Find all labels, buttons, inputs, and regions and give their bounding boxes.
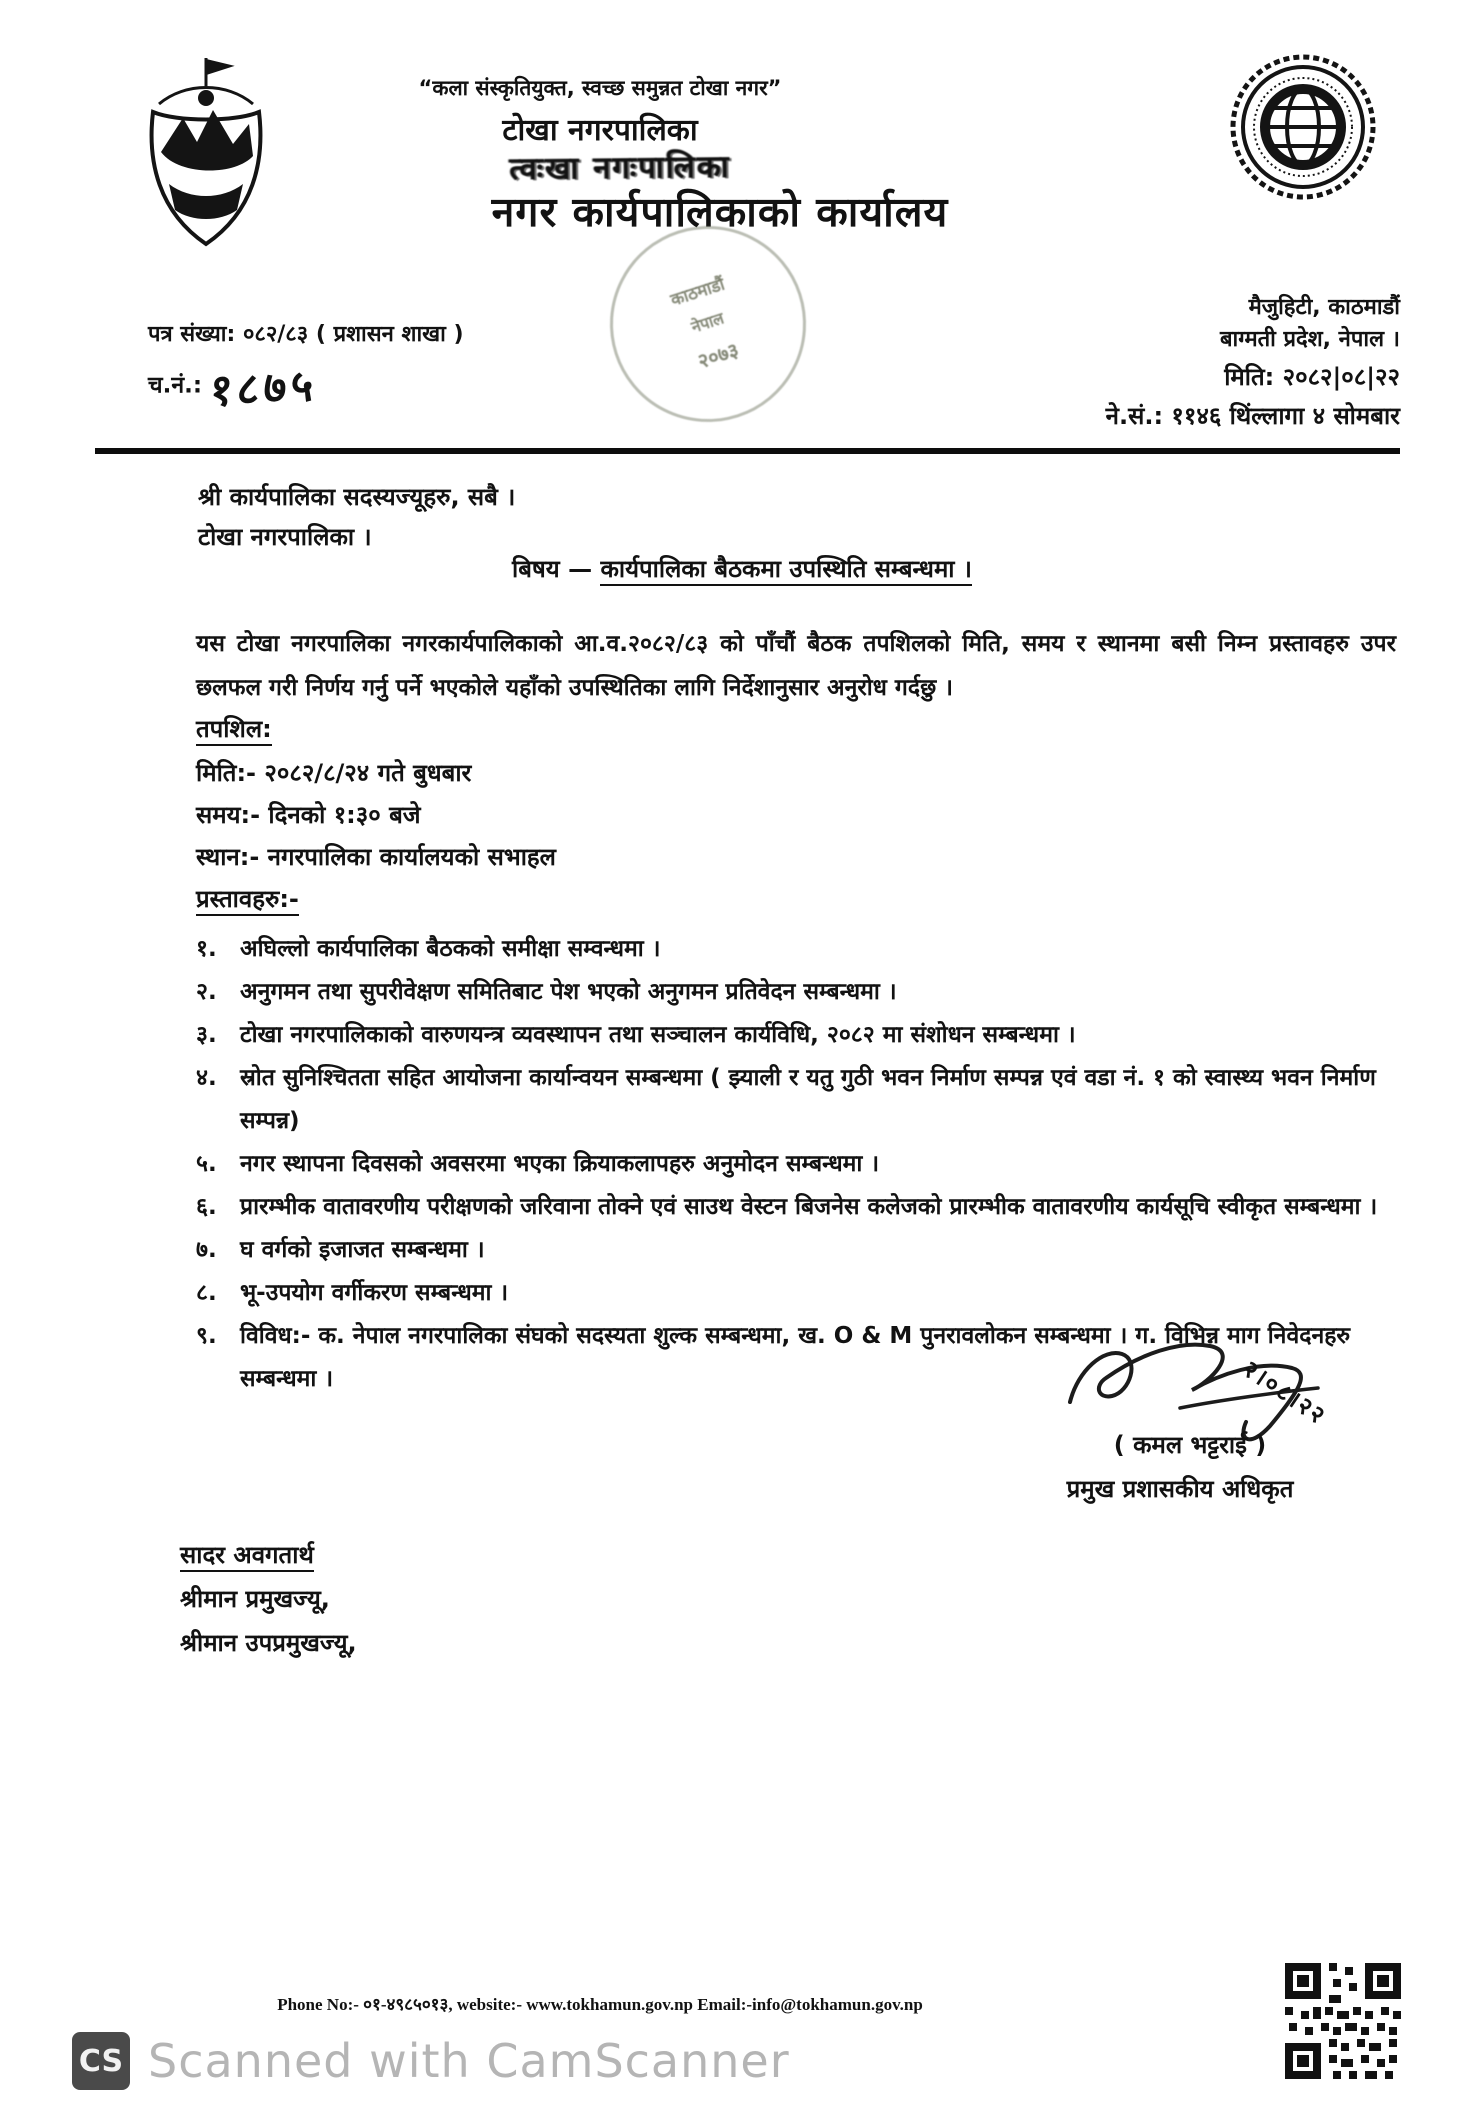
item-number: २.: [196, 979, 217, 1005]
address-line2: बाग्मती प्रदेश, नेपाल ।: [1220, 326, 1400, 352]
meeting-time: समय:- दिनको १:३० बजे: [196, 801, 421, 829]
address-date-block: [880, 292, 1400, 433]
header-divider-rule: [95, 448, 1400, 454]
camscanner-badge: [72, 2032, 130, 2090]
qr-code-icon: [1285, 1963, 1401, 2079]
item-text: घ वर्गको इजाजत सम्बन्धमा ।: [240, 1237, 485, 1263]
cc-line1: श्रीमान प्रमुखज्यू,: [180, 1585, 330, 1613]
date-nepal-sambat: ने.सं.: ११४६ थिंल्लागा ४ सोमबार: [1105, 401, 1400, 430]
proposals-heading: प्रस्तावहरु:-: [196, 882, 299, 915]
cc-line2: श्रीमान उपप्रमुखज्यू,: [180, 1629, 357, 1657]
stamp-line2: नेपाल: [688, 308, 727, 337]
list-item: [196, 1014, 1406, 1057]
item-text: अनुगमन तथा सुपरीवेक्षण समितिबाट पेश भएको अनुगमन प्रतिवेदन सम्बन्धमा ।: [240, 979, 897, 1005]
reference-block: [148, 318, 464, 416]
camscanner-badge-text: CS: [78, 2043, 124, 2079]
body-paragraph: यस टोखा नगरपालिका नगरकार्यपालिकाको आ.व.२०८२/८३ को पाँचौं बैठक तपशिलको मिति, समय र स्थानमा बसी निम्न प्रस्तावहरु उपर छलफल गरी निर्णय गर्नु पर्ने भएकोले यहाँको उपस्थितिका लागि निर्देशानुसार अनुरोध गर्दछु ।: [196, 631, 1396, 701]
address-line1: मैजुहिटी, काठमाडौं: [1248, 295, 1400, 320]
details-heading: तपशिल:: [196, 712, 272, 745]
chalani-number-row: [148, 356, 464, 416]
footer-contact: Phone No:- ०१-४९८५०१३, website:- www.tokhamun.gov.np Email:-info@tokhamun.gov.np: [277, 1995, 923, 2014]
stamp-line1: काठमाडौं: [668, 274, 728, 311]
stamp-line3: २०७३: [694, 337, 742, 374]
list-item: [196, 1057, 1406, 1143]
item-number: ४.: [196, 1065, 217, 1091]
camscanner-watermark: Scanned with CamScanner: [148, 2034, 790, 2088]
subject-text: कार्यपालिका बैठकमा उपस्थिति सम्बन्धमा ।: [600, 555, 972, 586]
recipient-line1: श्री कार्यपालिका सदस्यज्यूहरु, सबै ।: [198, 483, 516, 511]
meeting-venue: स्थान:- नगरपालिका कार्यालयको सभाहल: [196, 843, 556, 871]
item-number: ६.: [196, 1194, 217, 1220]
item-text: टोखा नगरपालिकाको वारुणयन्त्र व्यवस्थापन तथा सञ्चालन कार्यविधि, २०८२ मा संशोधन सम्बन्धमा ।: [240, 1022, 1076, 1048]
municipal-emblem-logo: [145, 52, 267, 254]
cc-heading: सादर अवगतार्थ: [180, 1538, 314, 1571]
list-item: [196, 1186, 1406, 1229]
item-text: विविध:- क. नेपाल नगरपालिका संघको सदस्यता शुल्क सम्बन्धमा, ख. O & M पुनरावलोकन सम्बन्धमा । ग. विभिन्न माग निवेदनहरु सम्बन्धमा ।: [240, 1323, 1351, 1392]
circular-seal-logo: [1228, 52, 1378, 206]
subject-prefix: बिषय —: [512, 555, 593, 583]
recipient-block: [198, 478, 515, 557]
office-title: नगर कार्यपालिकाको कार्यालय: [491, 188, 949, 236]
item-number: ७.: [196, 1237, 217, 1263]
item-number: ८.: [196, 1280, 217, 1306]
circular-seal-icon: [1228, 52, 1378, 202]
slogan-text: “कला संस्कृतियुक्त, स्वच्छ समुन्नत टोखा नगर”: [418, 76, 782, 100]
item-number: ३.: [196, 1022, 217, 1048]
item-text: स्रोत सुनिश्चितता सहित आयोजना कार्यान्वयन सम्बन्धमा ( झ्याली र यतु गुठी भवन निर्माण सम्पन्न एवं वडा नं. १ को स्वास्थ्य भवन निर्माण सम्पन्न): [240, 1065, 1376, 1134]
signatory-name: ( कमल भट्टराई ): [1113, 1431, 1267, 1459]
signature-date-handwritten: २।०८।२२: [1237, 1354, 1332, 1431]
list-item: [196, 1229, 1406, 1272]
list-item: [196, 928, 1406, 971]
subject-line: [0, 552, 1484, 585]
item-text: भू-उपयोग वर्गीकरण सम्बन्धमा ।: [240, 1280, 509, 1306]
chalani-label: च.नं.:: [148, 372, 203, 399]
meeting-date: मिति:- २०८२/८/२४ गते बुधबार: [196, 759, 472, 787]
list-item: [196, 1272, 1406, 1315]
date-bs: मिति: २०८२|०८|२२: [1224, 362, 1400, 391]
municipality-name-newari-overprint: त्वःखा नगःपालिका: [509, 148, 731, 188]
signatory-title: प्रमुख प्रशासकीय अधिकृत: [1066, 1475, 1294, 1503]
item-number: ५.: [196, 1151, 217, 1177]
item-text: अघिल्लो कार्यपालिका बैठकको समीक्षा सम्वन्धमा ।: [240, 936, 661, 962]
item-number: ९.: [196, 1323, 217, 1349]
list-item: [196, 971, 1406, 1014]
recipient-line2: टोखा नगरपालिका ।: [198, 522, 372, 551]
municipality-name: टोखा नगरपालिका: [502, 113, 698, 148]
qr-code: [1285, 1963, 1401, 2083]
item-number: १.: [196, 936, 217, 962]
chalani-number-handwritten: १८७५: [208, 360, 319, 417]
item-text: नगर स्थापना दिवसको अवसरमा भएका क्रियाकलापहरु अनुमोदन सम्बन्धमा ।: [240, 1151, 880, 1177]
letter-number: पत्र संख्या: ०८२/८३ ( प्रशासन शाखा ): [148, 322, 464, 347]
list-item: [196, 1143, 1406, 1186]
item-text: प्रारम्भीक वातावरणीय परीक्षणको जरिवाना तोक्ने एवं साउथ वेस्टन बिजनेस कलेजको प्रारम्भीक वातावरणीय कार्यसूचि स्वीकृत सम्बन्धमा ।: [240, 1194, 1378, 1220]
municipal-emblem-icon: [145, 52, 267, 250]
